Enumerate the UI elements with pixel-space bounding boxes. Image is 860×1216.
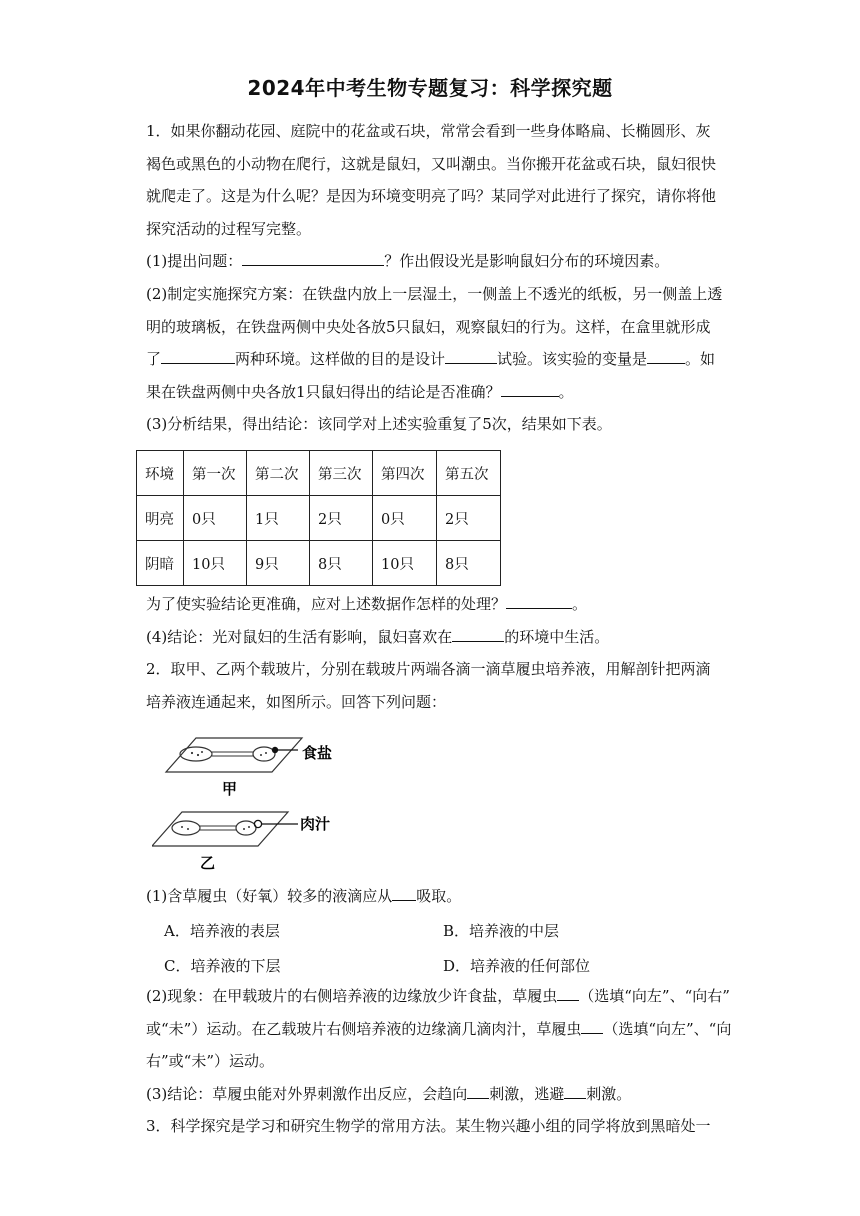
q2-part3: (3)结论：草履虫能对外界刺激作出反应，会趋向 刺激，逃避 刺激。 <box>146 1084 632 1103</box>
table-cell: 9只 <box>247 541 310 586</box>
q2-part2-line2: 或“未”）运动。在乙载玻片右侧培养液的边缘滴几滴肉汁，草履虫 （选填“向左”、“向 <box>146 1019 732 1038</box>
answer-blank[interactable] <box>452 627 504 642</box>
table-header-cell: 第一次 <box>184 451 247 496</box>
table-cell: 2只 <box>437 496 501 541</box>
text-line: (2)制定实施探究方案：在铁盘内放上一层湿土，一侧盖上不透光的纸板，另一侧盖上透 <box>146 284 723 303</box>
text-line: 3．科学探究是学习和研究生物学的常用方法。某生物兴趣小组的同学将放到黑暗处一 <box>146 1117 711 1136</box>
table-header-cell: 环境 <box>137 451 184 496</box>
option-b[interactable]: B．培养液的中层 <box>443 922 560 940</box>
q2-part1 <box>146 880 716 913</box>
table-cell: 阴暗 <box>137 541 184 586</box>
table-cell: 0只 <box>373 496 437 541</box>
q1-part1: (1)提出问题： ？作出假设光是影响鼠妇分布的环境因素。 <box>146 252 670 271</box>
text-line: 明的玻璃板，在铁盘两侧中央处各放5只鼠妇，观察鼠妇的行为。这样，在盒里就形成 <box>146 317 711 336</box>
table-cell: 明亮 <box>137 496 184 541</box>
q1-data-processing: 为了使实验结论更准确，应对上述数据作怎样的处理？ 。 <box>146 595 588 613</box>
answer-blank[interactable] <box>506 594 572 609</box>
option-c[interactable]: C．培养液的下层 <box>164 957 281 975</box>
answer-blank[interactable] <box>467 1084 489 1099</box>
answer-blank[interactable] <box>242 251 384 266</box>
label-yi: 乙 <box>200 854 216 872</box>
q1-conclusion <box>146 588 716 718</box>
text-line: (3)分析结果，得出结论：该同学对上述实验重复了5次，结果如下表。 <box>146 415 612 434</box>
table-header-cell: 第三次 <box>310 451 373 496</box>
option-d[interactable]: D．培养液的任何部位 <box>443 957 591 975</box>
table-header-cell: 第五次 <box>437 451 501 496</box>
table-row <box>137 496 501 541</box>
q2-part2-line1: (2)现象：在甲载玻片的右侧培养液的边缘放少许食盐，草履虫 （选填“向左”、“向右” <box>146 987 730 1005</box>
table-header-cell: 第二次 <box>247 451 310 496</box>
text-line: 右”或“未”）运动。 <box>146 1052 275 1071</box>
text-line: 2．取甲、乙两个载玻片，分别在载玻片两端各滴一滴草履虫培养液，用解剖针把两滴 <box>146 660 711 679</box>
answer-blank[interactable] <box>647 349 685 364</box>
table-cell: 8只 <box>437 541 501 586</box>
answer-blank[interactable] <box>581 1019 603 1034</box>
label-jia: 甲 <box>222 780 238 798</box>
answer-blank[interactable] <box>161 349 235 364</box>
option-a[interactable]: A．培养液的表层 <box>164 922 280 940</box>
text-line: 1．如果你翻动花园、庭院中的花盆或石块，常常会看到一些身体略扁、长椭圆形、灰 <box>146 122 711 140</box>
table-cell: 8只 <box>310 541 373 586</box>
text-line: 培养液连通起来，如图所示。回答下列问题： <box>146 692 447 711</box>
slide-yi <box>152 812 298 846</box>
q2-part1-stem: (1)含草履虫（好氧）较多的液滴应从 吸取。 <box>146 887 462 905</box>
q2-part2 <box>146 980 732 1143</box>
label-salt: 食盐 <box>302 744 333 762</box>
page-title: 2024年中考生物专题复习：科学探究题 <box>247 76 613 100</box>
q1-part2-last: 果在铁盘两侧中央各放1只鼠妇得出的结论是否准确？ 。 <box>146 382 574 401</box>
answer-blank[interactable] <box>445 349 497 364</box>
slide-diagram <box>152 728 372 876</box>
table-cell: 10只 <box>184 541 247 586</box>
results-table <box>136 450 501 586</box>
answer-blank[interactable] <box>557 986 579 1001</box>
q1-part4: (4)结论：光对鼠妇的生活有影响，鼠妇喜欢在 的环境中生活。 <box>146 627 610 646</box>
table-cell: 10只 <box>373 541 437 586</box>
answer-blank[interactable] <box>392 886 416 901</box>
text-line: 褐色或黑色的小动物在爬行，这就是鼠妇，又叫潮虫。当你搬开花盆或石块，鼠妇很快 <box>146 154 717 173</box>
table-row <box>137 541 501 586</box>
table-cell: 1只 <box>247 496 310 541</box>
table-cell: 0只 <box>184 496 247 541</box>
answer-blank[interactable] <box>564 1084 586 1099</box>
text-line: 探究活动的过程写完整。 <box>146 219 312 238</box>
q1-intro <box>146 115 723 441</box>
table-header-row <box>137 451 501 496</box>
answer-blank[interactable] <box>501 382 559 397</box>
text-line: 就爬走了。这是为什么呢？是因为环境变明亮了吗？某同学对此进行了探究，请你将他 <box>146 187 717 206</box>
table-cell: 2只 <box>310 496 373 541</box>
label-broth: 肉汁 <box>300 815 331 833</box>
slide-jia <box>166 738 302 772</box>
q1-part2-blanks: 了 两种环境。这样做的目的是设计 试验。该实验的变量是 。如 <box>146 350 716 369</box>
table-header-cell: 第四次 <box>373 451 437 496</box>
